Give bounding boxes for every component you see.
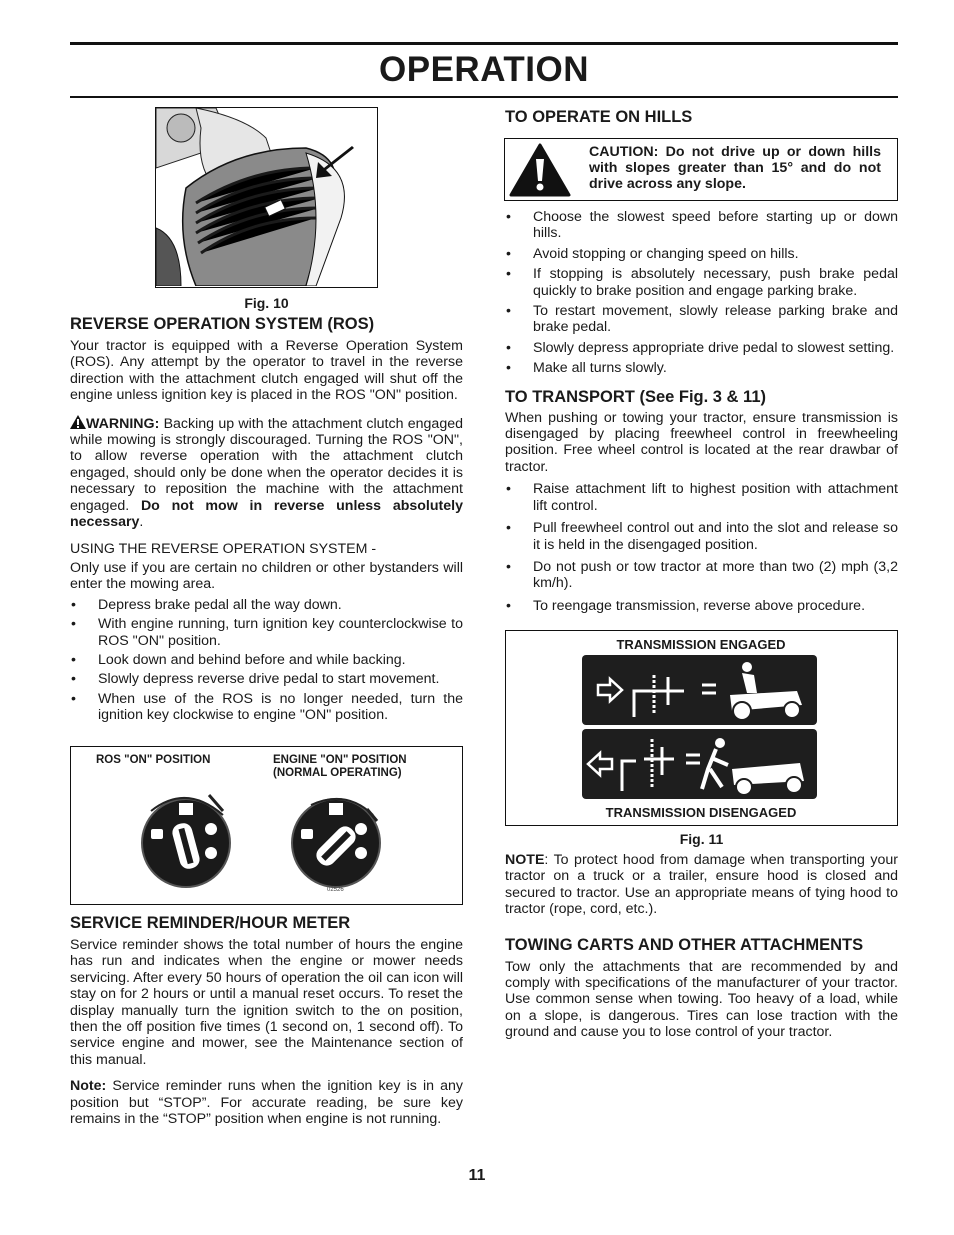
left-column <box>70 314 463 724</box>
service-note-label: Note: <box>70 1078 107 1095</box>
fig11-caption: Fig. 11 <box>679 831 724 847</box>
fig10-illustration <box>155 107 378 288</box>
transport-intro: When pushing or towing your tractor, ensure transmission is disengaged by placing freewheel control in freewheeling position. Free wheel control is located at the rear drawbar of tractor. <box>505 409 898 475</box>
towing-heading: TOWING CARTS AND OTHER ATTACHMENTS <box>505 935 864 954</box>
transport-note-wrap <box>505 852 898 1041</box>
warning-end: . <box>139 514 144 531</box>
transport-heading: TO TRANSPORT (See Fig. 3 & 11) <box>505 387 766 406</box>
hills-item: • Avoid stopping or changing speed on hills. <box>505 246 898 262</box>
header-rule-top <box>70 42 898 45</box>
hills-item: • To restart movement, slowly release parking brake and brake pedal. <box>505 303 898 336</box>
hills-list-wrap <box>505 209 898 614</box>
engaged-pictogram-icon <box>582 655 817 725</box>
transmission-disengaged-label: TRANSMISSION DISENGAGED <box>605 805 797 820</box>
tractor-hood-drawing <box>156 108 376 286</box>
ros-warning <box>70 415 463 531</box>
service-text: Service reminder shows the total number of hours the engine has run and indicates when the engine or mower needs servicing. After every 50 hours of operation the oil can icon will stay on for 2 hours or until a manual reset occurs. To reset the display manually turn the ignition switch to the on position, then the off position five times (1 second on, 1 second off). To service engine and mower, see the Maintenance section of this manual. <box>70 937 463 1068</box>
ros-steps-list <box>70 597 463 724</box>
transport-item: • Do not push or tow tractor at more than two (2) mph (3,2 km/h). <box>505 559 898 592</box>
transmission-engaged-label: TRANSMISSION ENGAGED <box>616 637 786 652</box>
figure-code: 02526 <box>327 887 344 893</box>
ignition-dials-figure <box>70 746 463 905</box>
ros-on-position-label: ROS "ON" POSITION <box>96 754 211 766</box>
warning-bold-text: Do not mow in reverse unless absolutely necessary <box>70 497 463 531</box>
page-title: OPERATION <box>379 50 589 89</box>
header-rule-bottom <box>70 96 898 98</box>
service-note-text: Service reminder runs when the ignition key is in any position but “STOP”. For accurate reading, be sure key remains in the “STOP” position when engine is not running. <box>70 1078 463 1128</box>
page-number: 11 <box>468 1167 486 1184</box>
hills-heading: TO OPERATE ON HILLS <box>505 108 693 126</box>
hills-section <box>505 107 898 127</box>
warning-label: WARNING: <box>86 415 160 432</box>
ros-heading: REVERSE OPERATION SYSTEM (ROS) <box>70 315 375 333</box>
transmission-figure <box>505 630 898 826</box>
ros-step: • Depress brake pedal all the way down. <box>70 597 463 613</box>
transport-list <box>505 481 898 614</box>
transport-item: • Raise attachment lift to highest position with attachment lift control. <box>505 481 898 514</box>
caution-triangle-icon <box>509 143 571 197</box>
ros-step: • When use of the ROS is no longer needed, turn the ignition key clockwise to engine "ON" position. <box>70 691 463 724</box>
ros-step: • Slowly depress reverse drive pedal to start movement. <box>70 671 463 687</box>
ros-using-heading: USING THE REVERSE OPERATION SYSTEM - <box>70 541 377 558</box>
transport-note <box>505 852 898 918</box>
service-section <box>70 913 463 1127</box>
ros-intro: Your tractor is equipped with a Reverse Operation System (ROS). Any attempt by the operator to travel in the reverse direction with the attachment clutch engaged will shut off the engine unless ignition key is placed in the ROS "ON" position. <box>70 338 463 404</box>
engine-on-position-label <box>273 754 407 780</box>
transmission-disengaged-panel <box>582 729 817 799</box>
transport-item: • To reengage transmission, reverse above procedure. <box>505 598 898 614</box>
hills-list <box>505 209 898 377</box>
caution-text: CAUTION: Do not drive up or down hills with slopes greater than 15° and do not drive across any slope. <box>589 144 881 192</box>
engine-ignition-dial-icon <box>281 783 391 893</box>
hills-item: • If stopping is absolutely necessary, push brake pedal quickly to brake position and engage parking brake. <box>505 266 898 299</box>
engine-label-line2: (NORMAL OPERATING) <box>273 767 402 779</box>
ros-step: • With engine running, turn ignition key counterclockwise to ROS "ON" position. <box>70 616 463 649</box>
transmission-engaged-panel <box>582 655 817 725</box>
hills-item: • Make all turns slowly. <box>505 360 898 376</box>
hills-item: • Slowly depress appropriate drive pedal to slowest setting. <box>505 340 898 356</box>
warning-triangle-icon <box>70 415 86 429</box>
hills-item: • Choose the slowest speed before starting up or down hills. <box>505 209 898 242</box>
towing-text: Tow only the attachments that are recommended by and comply with specifications of the manufacturer of your tractor. Use common sense when towing. Too heavy of a load, while on a slope, is dangerous. Tires can lose traction with the ground and cause you to lose control of your tractor. <box>505 958 898 1041</box>
ros-step: • Look down and behind before and while backing. <box>70 652 463 668</box>
ros-ignition-dial-icon <box>131 783 241 893</box>
ros-using-intro: Only use if you are certain no children or other bystanders will enter the mowing area. <box>70 559 463 593</box>
service-note <box>70 1078 463 1127</box>
engine-label-line1: ENGINE "ON" POSITION <box>273 754 407 766</box>
warning-text: Backing up with the attachment clutch engaged while mowing is strongly discouraged. Turning the ROS "ON", to allow reverse operation with the attachment clutch engaged, should only be done when the operator decides it is necessary to reposition the machine with the attachment engaged. <box>70 415 463 514</box>
service-heading: SERVICE REMINDER/HOUR METER <box>70 914 351 932</box>
caution-box <box>504 138 898 201</box>
transport-note-label: NOTE <box>505 852 545 868</box>
fig10-caption: Fig. 10 <box>244 295 289 311</box>
transport-note-text: : To protect hood from damage when transporting your tractor on a truck or a trailer, ensure hood is closed and secured to tractor. Use an appropriate means of tying hood to tractor (rope, cord, etc.). <box>505 852 898 918</box>
disengaged-pictogram-icon <box>582 729 817 799</box>
transport-item: • Pull freewheel control out and into the slot and release so it is held in the disengaged position. <box>505 520 898 553</box>
